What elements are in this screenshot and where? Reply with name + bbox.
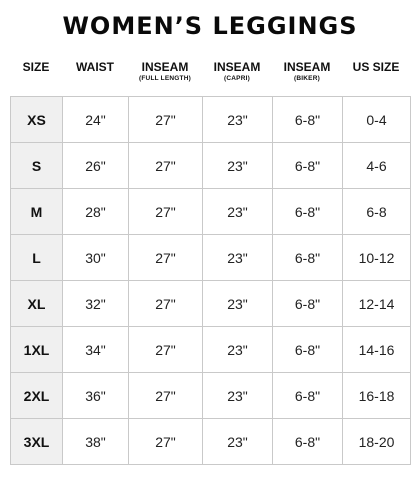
header-size: [10, 60, 62, 74]
cell-waist: 30": [63, 235, 129, 281]
cell-inseam-capri: 23": [203, 189, 273, 235]
cell-inseam-biker: 6-8": [273, 189, 343, 235]
cell-inseam-capri: 23": [203, 281, 273, 327]
cell-inseam-full: 27": [129, 143, 203, 189]
cell-waist: 36": [63, 373, 129, 419]
cell-inseam-full: 27": [129, 373, 203, 419]
cell-inseam-capri: 23": [203, 327, 273, 373]
cell-us-size: 12-14: [343, 281, 411, 327]
cell-size: M: [11, 189, 63, 235]
chart-title: WOMEN’S LEGGINGS: [62, 12, 358, 40]
header-inseam-capri-label: INSEAM: [213, 60, 261, 74]
cell-size: XS: [11, 97, 63, 143]
table-row: [11, 97, 411, 143]
header-inseam-biker-sub: (BIKER): [294, 75, 320, 82]
table-row: [11, 143, 411, 189]
cell-inseam-full: 27": [129, 327, 203, 373]
cell-inseam-full: 27": [129, 97, 203, 143]
cell-inseam-full: 27": [129, 419, 203, 465]
header-inseam-biker-label: INSEAM: [283, 60, 331, 74]
cell-waist: 32": [63, 281, 129, 327]
header-waist-label: WAIST: [76, 60, 114, 74]
cell-inseam-full: 27": [129, 189, 203, 235]
cell-us-size: 14-16: [343, 327, 411, 373]
header-inseam-biker: [272, 60, 342, 84]
header-waist: [62, 60, 128, 74]
cell-inseam-biker: 6-8": [273, 419, 343, 465]
cell-inseam-capri: 23": [203, 235, 273, 281]
table-row: [11, 189, 411, 235]
cell-inseam-biker: 6-8": [273, 97, 343, 143]
cell-size: S: [11, 143, 63, 189]
cell-inseam-biker: 6-8": [273, 143, 343, 189]
cell-size: 3XL: [11, 419, 63, 465]
header-us-size-label: US SIZE: [352, 60, 400, 74]
cell-size: L: [11, 235, 63, 281]
cell-waist: 34": [63, 327, 129, 373]
header-inseam-full: [128, 60, 202, 84]
cell-inseam-capri: 23": [203, 419, 273, 465]
table-row: [11, 373, 411, 419]
table-row: [11, 419, 411, 465]
cell-waist: 28": [63, 189, 129, 235]
cell-size: 2XL: [11, 373, 63, 419]
cell-inseam-full: 27": [129, 235, 203, 281]
cell-inseam-biker: 6-8": [273, 235, 343, 281]
cell-us-size: 10-12: [343, 235, 411, 281]
cell-waist: 24": [63, 97, 129, 143]
cell-us-size: 0-4: [343, 97, 411, 143]
header-inseam-capri: [202, 60, 272, 84]
cell-inseam-biker: 6-8": [273, 373, 343, 419]
cell-inseam-capri: 23": [203, 97, 273, 143]
column-headers: [10, 60, 410, 94]
header-inseam-full-label: INSEAM: [141, 60, 189, 74]
header-inseam-capri-sub: (CAPRI): [224, 75, 250, 82]
cell-inseam-full: 27": [129, 281, 203, 327]
cell-inseam-biker: 6-8": [273, 281, 343, 327]
cell-inseam-capri: 23": [203, 373, 273, 419]
cell-us-size: 6-8: [343, 189, 411, 235]
header-us-size: [342, 60, 410, 74]
cell-inseam-capri: 23": [203, 143, 273, 189]
table-row: [11, 281, 411, 327]
table-row: [11, 327, 411, 373]
cell-size: XL: [11, 281, 63, 327]
cell-us-size: 18-20: [343, 419, 411, 465]
cell-size: 1XL: [11, 327, 63, 373]
table-row: [11, 235, 411, 281]
header-size-label: SIZE: [22, 60, 50, 74]
cell-us-size: 16-18: [343, 373, 411, 419]
size-chart-table: [10, 96, 411, 465]
header-inseam-full-sub: (FULL LENGTH): [139, 75, 191, 82]
cell-us-size: 4-6: [343, 143, 411, 189]
cell-inseam-biker: 6-8": [273, 327, 343, 373]
cell-waist: 26": [63, 143, 129, 189]
cell-waist: 38": [63, 419, 129, 465]
